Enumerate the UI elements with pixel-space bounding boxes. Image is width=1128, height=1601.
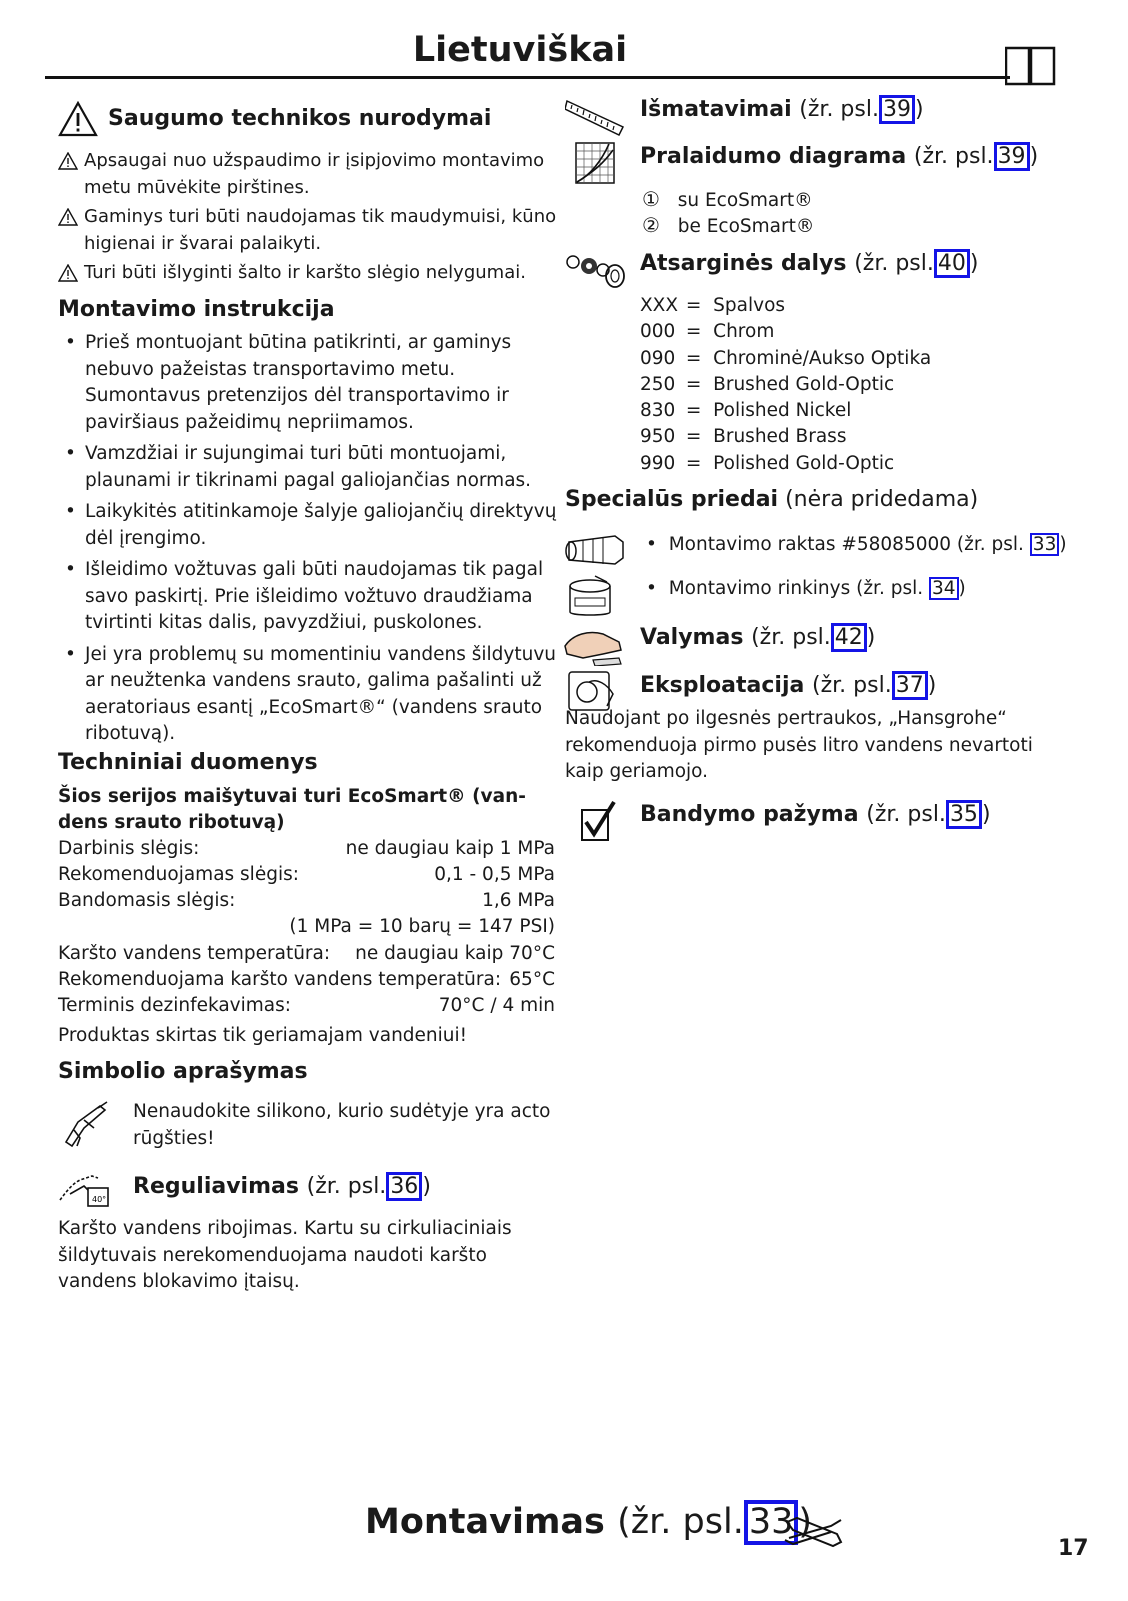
title-divider	[45, 76, 1010, 79]
valymas-close: )	[866, 625, 876, 650]
code: 830	[640, 400, 676, 421]
page-link-40[interactable]: 40	[934, 249, 970, 278]
tech-subtitle	[58, 784, 526, 836]
reguliavimas-heading	[133, 1172, 431, 1201]
page-link-36[interactable]: 36	[386, 1172, 422, 1201]
page-link-33[interactable]: 33	[744, 1500, 799, 1545]
reguliavimas-text: Karšto vandens ribojimas. Kartu su cirkuliaciniais šildytuvais nerekomenduojama naudoti karšto vandens blokavimo įtaisų.	[58, 1218, 512, 1292]
bandymo-heading	[640, 800, 991, 829]
ismatavimai-ref: (žr. psl.	[799, 97, 879, 122]
code-row: 950 = Brushed Brass	[640, 424, 846, 451]
valymas-title: Valymas	[640, 625, 744, 650]
item-text: be EcoSmart®	[677, 216, 815, 237]
row-value: 1,6 MPa	[482, 890, 555, 911]
footer-title: Montavimas	[365, 1502, 605, 1542]
pralaidumo-item	[642, 186, 813, 215]
page-link-37[interactable]: 37	[892, 671, 928, 700]
valymas-heading	[640, 623, 875, 652]
warning-small-icon	[58, 208, 78, 226]
code: 950	[640, 426, 676, 447]
reguliavimas-title: Reguliavimas	[133, 1174, 299, 1199]
spare-parts-icon	[565, 250, 627, 290]
bandymo-close: )	[981, 802, 991, 827]
row-label: Karšto vandens temperatūra:	[58, 943, 331, 964]
reguliavimas-ref: (žr. psl.	[306, 1174, 387, 1199]
safety-item	[58, 148, 558, 201]
mounting-key-icon	[563, 532, 629, 570]
warning-small-icon	[58, 264, 78, 282]
page-link-39[interactable]: 39	[994, 142, 1030, 171]
safety-item	[58, 260, 558, 287]
eksploatacija-heading	[640, 671, 936, 700]
bandymo-ref: (žr. psl.	[866, 802, 946, 827]
bandymo-title: Bandymo pažyma	[640, 802, 859, 827]
footer-heading	[365, 1500, 812, 1545]
specialus-item-text: Montavimo rinkinys (žr. psl.	[668, 578, 924, 599]
row-label: Terminis dezinfekavimas:	[58, 995, 292, 1016]
row-value: 0,1 - 0,5 MPa	[434, 864, 555, 885]
safety-item-text: Turi būti išlyginti šalto ir karšto slėgio nelygumai.	[84, 262, 526, 283]
hand-thermostat-icon	[58, 1170, 110, 1210]
code-row: XXX = Spalvos	[640, 293, 785, 320]
code-name: Polished Nickel	[713, 400, 852, 421]
row-label: Rekomenduojama karšto vandens temperatūra:	[58, 969, 502, 990]
warning-small-icon	[58, 152, 78, 170]
table-row	[58, 967, 555, 993]
flow-diagram-icon	[575, 142, 615, 184]
list-item: • Prieš montuojant būtina patikrinti, ar gaminys nebuvo pažeistas transportavimo metu. Sumontavus pretenzijos dėl transportavimo ir paviršiaus pažeidimų nepriimamos.	[58, 330, 558, 436]
code-name: Spalvos	[713, 295, 786, 316]
safety-item-text: Apsaugai nuo užspaudimo ir įsipjovimo montavimo metu mūvėkite pirštines.	[84, 150, 545, 198]
eksploatacija-close: )	[927, 673, 937, 698]
code: 090	[640, 348, 676, 369]
footer-close: )	[798, 1502, 813, 1542]
montavimo-title: Montavimo instrukcija	[58, 297, 335, 322]
table-row	[58, 941, 555, 967]
page-title: Lietuviškai	[412, 30, 628, 70]
pralaidumo-close: )	[1029, 144, 1039, 169]
row-value: 65°C	[509, 969, 555, 990]
code-row: 000 = Chrom	[640, 319, 774, 346]
safety-item	[58, 204, 558, 257]
table-row	[58, 993, 555, 1019]
list-item: • Vamzdžiai ir sujungimai turi būti montuojami, plaunami ir tikrinami pagal galiojančias normas.	[58, 441, 558, 494]
code-row: 830 = Polished Nickel	[640, 398, 851, 425]
page-link-33[interactable]: 33	[1030, 533, 1060, 556]
safety-title: Saugumo technikos nurodymai	[108, 106, 492, 131]
row-value: ne daugiau kaip 70°C	[355, 943, 555, 964]
pralaidumo-ref: (žr. psl.	[913, 144, 994, 169]
montavimo-list	[58, 330, 558, 753]
table-row	[58, 862, 555, 888]
atsargines-heading	[640, 249, 978, 278]
eksploatacija-title: Eksploatacija	[640, 673, 805, 698]
list-item: • Laikykitės atitinkamoje šalyje galiojančių direktyvų dėl įrengimo.	[58, 499, 558, 552]
list-item: • Išleidimo vožtuvas gali būti naudojamas tik pagal savo paskirtį. Prie išleidimo vožtuvo draudžiama tvirtinti kitas dalis, pavyzdžiui, puskolones.	[58, 557, 558, 637]
code-name: Brushed Brass	[713, 426, 847, 447]
ruler-icon	[565, 97, 625, 139]
safety-item-text: Gaminys turi būti naudojamas tik maudymuisi, kūno higienai ir švarai palaikyti.	[84, 206, 557, 254]
ismatavimai-heading	[640, 95, 924, 124]
tech-subtitle-line: dens srauto ribotuvą)	[58, 812, 285, 833]
symbol-text: Nenaudokite silikono, kurio sudėtyje yra acto rūgšties!	[133, 1101, 551, 1149]
valymas-ref: (žr. psl.	[751, 625, 831, 650]
footer-ref: (žr. psl.	[617, 1502, 744, 1542]
code-row: 090 = Chrominė/Aukso Optika	[640, 346, 931, 373]
item-text: su EcoSmart®	[677, 190, 813, 211]
silicone-gun-icon	[60, 1100, 110, 1148]
row-value: 70°C / 4 min	[438, 995, 555, 1016]
specialus-item-text: Montavimo raktas #58085000 (žr. psl.	[668, 534, 1024, 555]
specialus-item	[646, 532, 1067, 559]
code: XXX	[640, 295, 679, 316]
atsargines-close: )	[969, 251, 979, 276]
specialus-item-close: )	[958, 578, 966, 599]
checkmark-icon	[580, 800, 616, 842]
eksploatacija-text: Naudojant po ilgesnės pertraukos, „Hansgrohe“ rekomenduoja pirmo pusės litro vandens nevartoti kaip geriamojo.	[565, 708, 1033, 782]
book-left-page-icon	[1005, 46, 1031, 86]
wrench-icon	[783, 1514, 845, 1552]
specialus-sub: (nėra pridedama)	[785, 487, 979, 512]
specialus-item	[646, 576, 966, 603]
code-row: 990 = Polished Gold-Optic	[640, 451, 894, 478]
code-name: Brushed Gold-Optic	[713, 374, 895, 395]
bullet: •	[646, 534, 657, 555]
code-name: Chrominė/Aukso Optika	[713, 348, 932, 369]
row-value: (1 MPa = 10 barų = 147 PSI)	[289, 916, 555, 937]
svg-text:40°: 40°	[92, 1195, 107, 1204]
page-number: 17	[1058, 1536, 1089, 1561]
row-label: Rekomenduojamas slėgis:	[58, 864, 299, 885]
row-value: ne daugiau kaip 1 MPa	[345, 838, 555, 859]
code-name: Chrom	[713, 321, 775, 342]
table-row	[58, 914, 555, 940]
atsargines-ref: (žr. psl.	[854, 251, 934, 276]
eksploatacija-ref: (žr. psl.	[812, 673, 892, 698]
pralaidumo-item	[642, 212, 814, 241]
item-number: ①	[642, 187, 660, 211]
reguliavimas-close: )	[422, 1174, 431, 1199]
code: 000	[640, 321, 676, 342]
mounting-kit-icon	[565, 574, 615, 620]
code-name: Polished Gold-Optic	[713, 453, 895, 474]
code-row: 250 = Brushed Gold-Optic	[640, 372, 894, 399]
code: 250	[640, 374, 676, 395]
page-link-39[interactable]: 39	[879, 95, 915, 124]
pralaidumo-title: Pralaidumo diagrama	[640, 144, 907, 169]
specialus-title: Specialūs priedai	[565, 487, 779, 512]
ismatavimai-close: )	[914, 97, 924, 122]
page-link-34[interactable]: 34	[929, 577, 959, 600]
specialus-item-close: )	[1059, 534, 1067, 555]
table-row	[58, 836, 555, 862]
tech-subtitle-line: Šios serijos maišytuvai turi EcoSmart® (van-	[58, 786, 526, 807]
tech-title: Techniniai duomenys	[58, 750, 318, 775]
warning-icon	[58, 101, 98, 137]
symbol-title: Simbolio aprašymas	[58, 1059, 308, 1084]
specialus-heading	[565, 487, 978, 512]
tech-note: Produktas skirtas tik geriamajam vandeniui!	[58, 1025, 468, 1046]
code: 990	[640, 453, 676, 474]
page-link-35[interactable]: 35	[946, 800, 982, 829]
cleaning-hand-icon	[563, 624, 625, 666]
row-label: Darbinis slėgis:	[58, 838, 200, 859]
book-icon	[1030, 46, 1056, 86]
list-item: • Jei yra problemų su momentiniu vandens šildytuvu ar neužtenka vandens srauto, galima pašalinti už aeratoriaus esantį „EcoSmart®“ (vandens srauto ribotuvą).	[58, 642, 558, 748]
bullet: •	[646, 578, 657, 599]
table-row	[58, 888, 555, 914]
atsargines-title: Atsarginės dalys	[640, 251, 847, 276]
pralaidumo-heading	[640, 142, 1038, 171]
item-number: ②	[642, 213, 660, 237]
row-label: Bandomasis slėgis:	[58, 890, 236, 911]
ismatavimai-title: Išmatavimai	[640, 97, 792, 122]
page-link-42[interactable]: 42	[831, 623, 867, 652]
